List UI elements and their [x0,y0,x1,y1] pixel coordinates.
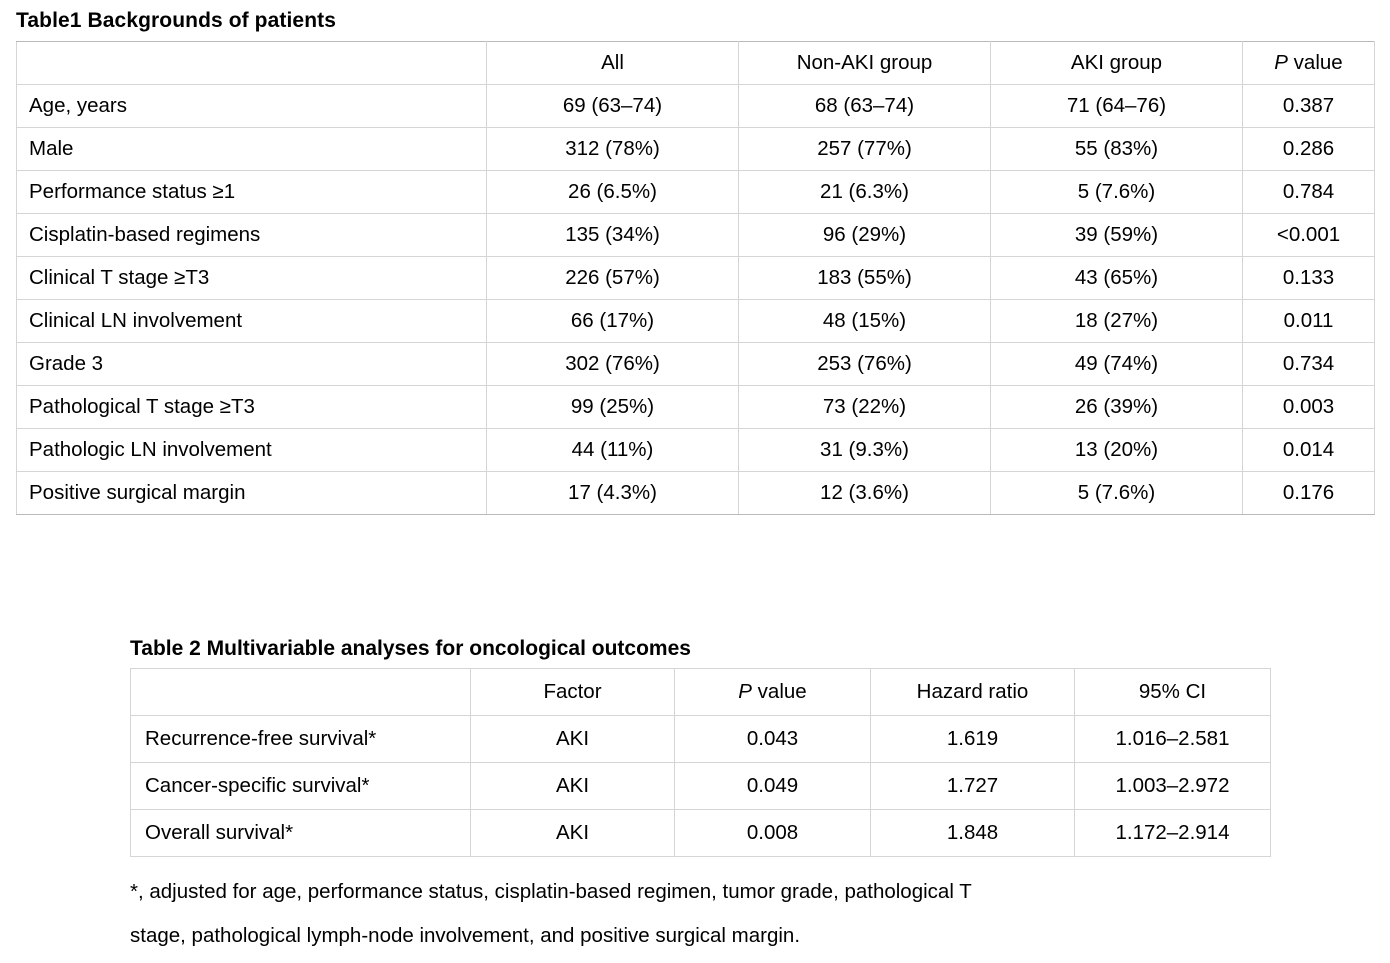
table1-cell-all: 99 (25%) [487,386,739,429]
table1-header-row [17,42,1375,85]
table1-cell-p: 0.133 [1243,257,1375,300]
table1-row-label: Grade 3 [17,343,487,386]
p-rest: value [1287,51,1343,74]
table1-cell-aki: 71 (64–76) [991,85,1243,128]
table-row [17,472,1375,515]
table-row [17,214,1375,257]
table1-cell-aki: 5 (7.6%) [991,472,1243,515]
table1-cell-aki: 18 (27%) [991,300,1243,343]
table2-header-row [131,669,1271,716]
table2-cell-hr: 1.848 [871,810,1075,857]
table1-cell-non-aki: 12 (3.6%) [739,472,991,515]
table2-cell-hr: 1.619 [871,716,1075,763]
table2-cell-hr: 1.727 [871,763,1075,810]
table2-row-label: Cancer-specific survival* [131,763,471,810]
table1-cell-all: 66 (17%) [487,300,739,343]
table1 [16,41,1375,515]
table1-cell-p: 0.176 [1243,472,1375,515]
table1-cell-all: 44 (11%) [487,429,739,472]
table-row [17,429,1375,472]
table1-block [16,8,1374,515]
table1-cell-p: 0.011 [1243,300,1375,343]
table1-cell-non-aki: 253 (76%) [739,343,991,386]
table-row [17,386,1375,429]
table2-row-label: Recurrence-free survival* [131,716,471,763]
table1-cell-aki: 43 (65%) [991,257,1243,300]
table2-cell-p: 0.008 [675,810,871,857]
table-row [17,300,1375,343]
table1-row-label: Male [17,128,487,171]
table1-cell-all: 302 (76%) [487,343,739,386]
table2-header-blank [131,669,471,716]
p-italic: P [738,680,752,703]
table1-header-aki: AKI group [991,42,1243,85]
table1-cell-aki: 13 (20%) [991,429,1243,472]
table2-header-p-value [675,669,871,716]
table1-cell-non-aki: 68 (63–74) [739,85,991,128]
table1-cell-p: 0.734 [1243,343,1375,386]
table2-header-factor: Factor [471,669,675,716]
table1-header-p-value [1243,42,1375,85]
table2-cell-factor: AKI [471,810,675,857]
table2-footnote [130,870,1265,958]
table2-cell-ci: 1.172–2.914 [1075,810,1271,857]
table-row [17,171,1375,214]
footnote-line-2: stage, pathological lymph-node involvement, and positive surgical margin. [130,924,801,947]
table1-cell-non-aki: 31 (9.3%) [739,429,991,472]
table1-cell-non-aki: 73 (22%) [739,386,991,429]
table1-cell-non-aki: 183 (55%) [739,257,991,300]
p-italic: P [1274,51,1288,74]
table2-cell-ci: 1.003–2.972 [1075,763,1271,810]
table1-row-label: Clinical T stage ≥T3 [17,257,487,300]
table2-cell-factor: AKI [471,763,675,810]
table1-header-all: All [487,42,739,85]
table-row [17,128,1375,171]
table1-cell-p: <0.001 [1243,214,1375,257]
table1-cell-aki: 5 (7.6%) [991,171,1243,214]
table1-cell-all: 312 (78%) [487,128,739,171]
table2-header-hazard-ratio: Hazard ratio [871,669,1075,716]
table1-row-label: Pathologic LN involvement [17,429,487,472]
table2-header-ci: 95% CI [1075,669,1271,716]
table1-cell-all: 69 (63–74) [487,85,739,128]
table1-cell-all: 226 (57%) [487,257,739,300]
table1-row-label: Clinical LN involvement [17,300,487,343]
table1-cell-p: 0.003 [1243,386,1375,429]
table1-cell-all: 135 (34%) [487,214,739,257]
table2-cell-p: 0.043 [675,716,871,763]
table1-cell-aki: 26 (39%) [991,386,1243,429]
table2-row-label: Overall survival* [131,810,471,857]
table1-cell-p: 0.014 [1243,429,1375,472]
table-row [131,763,1271,810]
table1-cell-all: 17 (4.3%) [487,472,739,515]
table1-header-non-aki: Non-AKI group [739,42,991,85]
table1-cell-non-aki: 96 (29%) [739,214,991,257]
table2-caption: Table 2 Multivariable analyses for oncological outcomes [130,637,691,660]
table1-caption: Table1 Backgrounds of patients [16,9,336,32]
table1-row-label: Pathological T stage ≥T3 [17,386,487,429]
table1-cell-non-aki: 257 (77%) [739,128,991,171]
table1-row-label: Positive surgical margin [17,472,487,515]
footnote-line-1: *, adjusted for age, performance status, cisplatin-based regimen, tumor grade, pathological T [130,880,972,903]
table2 [130,668,1271,857]
table2-block [130,636,1270,958]
table1-row-label: Age, years [17,85,487,128]
table1-cell-p: 0.784 [1243,171,1375,214]
table1-header-blank [17,42,487,85]
table2-cell-p: 0.049 [675,763,871,810]
table-row [131,716,1271,763]
table-row [17,343,1375,386]
table1-cell-p: 0.387 [1243,85,1375,128]
table1-cell-aki: 39 (59%) [991,214,1243,257]
table2-cell-ci: 1.016–2.581 [1075,716,1271,763]
table-row [131,810,1271,857]
table-row [17,257,1375,300]
table1-cell-all: 26 (6.5%) [487,171,739,214]
table1-cell-non-aki: 48 (15%) [739,300,991,343]
table1-cell-p: 0.286 [1243,128,1375,171]
table-row [17,85,1375,128]
table1-row-label: Cisplatin-based regimens [17,214,487,257]
p-rest: value [751,680,807,703]
table1-cell-aki: 55 (83%) [991,128,1243,171]
table1-row-label: Performance status ≥1 [17,171,487,214]
table2-cell-factor: AKI [471,716,675,763]
table1-cell-aki: 49 (74%) [991,343,1243,386]
table1-cell-non-aki: 21 (6.3%) [739,171,991,214]
